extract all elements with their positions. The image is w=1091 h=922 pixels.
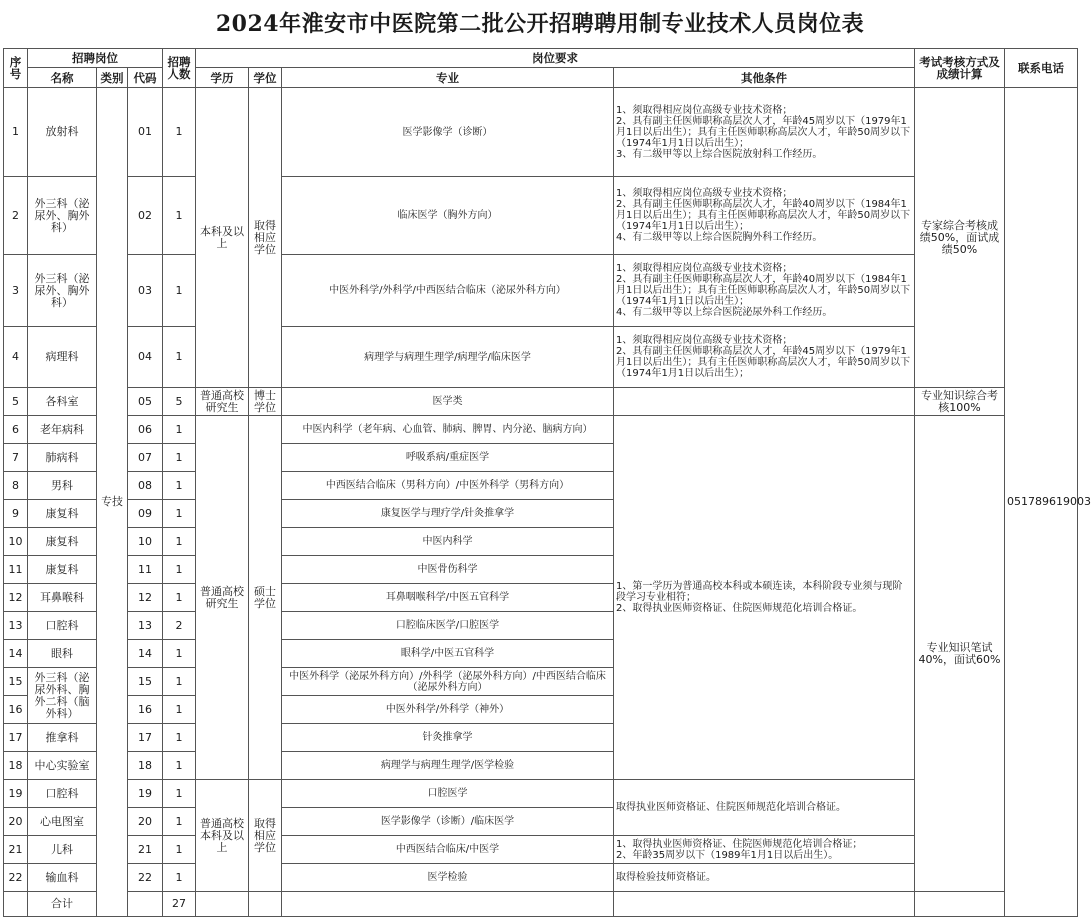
cell-count: 1 bbox=[163, 780, 196, 808]
cell-seq: 2 bbox=[4, 177, 28, 255]
cell-code: 12 bbox=[128, 584, 163, 612]
cell-name: 外三科（泌尿外、胸外科） bbox=[28, 255, 97, 327]
cell-name: 心电图室 bbox=[28, 808, 97, 836]
cell-major: 中医内科学（老年病、心血管、肺病、脾胃、内分泌、脑病方向） bbox=[282, 416, 614, 444]
cell-major: 中西医结合临床（男科方向）/中医外科学（男科方向） bbox=[282, 472, 614, 500]
cell-seq: 4 bbox=[4, 327, 28, 388]
cell-seq: 18 bbox=[4, 752, 28, 780]
cell-seq: 10 bbox=[4, 528, 28, 556]
cell-code: 11 bbox=[128, 556, 163, 584]
header-position-group: 招聘岗位 bbox=[28, 49, 163, 68]
cell-major: 康复医学与理疗学/针灸推拿学 bbox=[282, 500, 614, 528]
cell-exam: 专家综合考核成绩50%，面试成绩50% bbox=[915, 88, 1005, 388]
cell-other: 1、取得执业医师资格证、住院医师规范化培训合格证； 2、年龄35周岁以下（1989年1月1日以后出生）。 bbox=[614, 836, 915, 864]
cell-code: 19 bbox=[128, 780, 163, 808]
cell-major: 医学检验 bbox=[282, 864, 614, 892]
header-other: 其他条件 bbox=[614, 68, 915, 88]
cell-code: 07 bbox=[128, 444, 163, 472]
cell-major: 中医内科学 bbox=[282, 528, 614, 556]
total-code-empty bbox=[128, 892, 163, 917]
cell-code: 03 bbox=[128, 255, 163, 327]
cell-seq: 6 bbox=[4, 416, 28, 444]
cell-code: 06 bbox=[128, 416, 163, 444]
cell-other: 1、须取得相应岗位高级专业技术资格； 2、具有副主任医师职称高层次人才，年龄40周岁以下（1984年1月1日以后出生）；具有主任医师职称高层次人才，年龄50周岁以下（1974年1月1日以后出生）； 4、有二级甲等以上综合医院泌尿外科工作经历。 bbox=[614, 255, 915, 327]
cell-phone: 051789619003 bbox=[1005, 88, 1078, 917]
cell-name: 放射科 bbox=[28, 88, 97, 177]
total-row bbox=[4, 892, 1078, 917]
cell-code: 09 bbox=[128, 500, 163, 528]
total-degree-empty bbox=[249, 892, 282, 917]
header-exam: 考试考核方式及成绩计算 bbox=[915, 49, 1005, 88]
cell-major: 针灸推拿学 bbox=[282, 724, 614, 752]
total-exam-empty bbox=[915, 892, 1005, 917]
cell-seq: 20 bbox=[4, 808, 28, 836]
positions-table bbox=[3, 48, 1091, 917]
cell-major: 医学影像学（诊断） bbox=[282, 88, 614, 177]
cell-education: 普通高校本科及以上 bbox=[196, 780, 249, 892]
cell-code: 04 bbox=[128, 327, 163, 388]
cell-major: 病理学与病理生理学/病理学/临床医学 bbox=[282, 327, 614, 388]
total-seq-empty bbox=[4, 892, 28, 917]
cell-seq: 5 bbox=[4, 388, 28, 416]
header-phone: 联系电话 bbox=[1005, 49, 1078, 88]
header-category: 类别 bbox=[97, 68, 128, 88]
table-row bbox=[4, 416, 1078, 444]
cell-education: 普通高校研究生 bbox=[196, 416, 249, 780]
cell-name: 各科室 bbox=[28, 388, 97, 416]
cell-name: 外三科（泌尿外科、胸外二科（脑外科） bbox=[28, 668, 97, 724]
cell-seq: 9 bbox=[4, 500, 28, 528]
cell-major: 中医外科学/外科学/中西医结合临床（泌尿外科方向） bbox=[282, 255, 614, 327]
cell-major: 中医外科学/外科学（神外） bbox=[282, 696, 614, 724]
cell-count: 1 bbox=[163, 528, 196, 556]
cell-name: 肺病科 bbox=[28, 444, 97, 472]
cell-code: 18 bbox=[128, 752, 163, 780]
cell-name: 外三科（泌尿外、胸外科） bbox=[28, 177, 97, 255]
cell-major: 眼科学/中医五官科学 bbox=[282, 640, 614, 668]
cell-count: 1 bbox=[163, 255, 196, 327]
cell-count: 5 bbox=[163, 388, 196, 416]
cell-code: 01 bbox=[128, 88, 163, 177]
cell-name: 口腔科 bbox=[28, 612, 97, 640]
header-education: 学历 bbox=[196, 68, 249, 88]
cell-code: 16 bbox=[128, 696, 163, 724]
cell-count: 1 bbox=[163, 556, 196, 584]
total-other-empty bbox=[614, 892, 915, 917]
cell-name: 推拿科 bbox=[28, 724, 97, 752]
cell-seq: 15 bbox=[4, 668, 28, 696]
cell-count: 1 bbox=[163, 668, 196, 696]
cell-count: 1 bbox=[163, 584, 196, 612]
header-seq: 序号 bbox=[4, 49, 28, 88]
cell-count: 1 bbox=[163, 836, 196, 864]
cell-count: 1 bbox=[163, 808, 196, 836]
cell-seq: 17 bbox=[4, 724, 28, 752]
cell-major: 呼吸系病/重症医学 bbox=[282, 444, 614, 472]
cell-code: 20 bbox=[128, 808, 163, 836]
header-major: 专业 bbox=[282, 68, 614, 88]
cell-degree: 取得相应学位 bbox=[249, 88, 282, 388]
cell-name: 康复科 bbox=[28, 500, 97, 528]
cell-major: 临床医学（胸外方向） bbox=[282, 177, 614, 255]
cell-seq: 14 bbox=[4, 640, 28, 668]
header-code: 代码 bbox=[128, 68, 163, 88]
total-label: 合计 bbox=[28, 892, 97, 917]
cell-major: 耳鼻咽喉科学/中医五官科学 bbox=[282, 584, 614, 612]
cell-name: 输血科 bbox=[28, 864, 97, 892]
table-row bbox=[4, 88, 1078, 177]
cell-major: 医学影像学（诊断）/临床医学 bbox=[282, 808, 614, 836]
cell-name: 中心实验室 bbox=[28, 752, 97, 780]
cell-other bbox=[614, 388, 915, 416]
cell-count: 1 bbox=[163, 500, 196, 528]
cell-count: 1 bbox=[163, 88, 196, 177]
cell-major: 中医外科学（泌尿外科方向）/外科学（泌尿外科方向）/中西医结合临床（泌尿外科方向） bbox=[282, 668, 614, 696]
cell-major: 医学类 bbox=[282, 388, 614, 416]
cell-count: 2 bbox=[163, 612, 196, 640]
header-row-1 bbox=[4, 49, 1078, 68]
total-major-empty bbox=[282, 892, 614, 917]
cell-seq: 16 bbox=[4, 696, 28, 724]
cell-code: 22 bbox=[128, 864, 163, 892]
cell-seq: 1 bbox=[4, 88, 28, 177]
header-name: 名称 bbox=[28, 68, 97, 88]
header-count: 招聘人数 bbox=[163, 49, 196, 88]
cell-code: 02 bbox=[128, 177, 163, 255]
cell-name: 口腔科 bbox=[28, 780, 97, 808]
cell-other: 1、须取得相应岗位高级专业技术资格； 2、具有副主任医师职称高层次人才，年龄45周岁以下（1979年1月1日以后出生）；具有主任医师职称高层次人才，年龄50周岁以下（1974年1月1日以后出生）； bbox=[614, 327, 915, 388]
cell-major: 口腔临床医学/口腔医学 bbox=[282, 612, 614, 640]
cell-major: 病理学与病理生理学/医学检验 bbox=[282, 752, 614, 780]
cell-exam: 专业知识综合考核100% bbox=[915, 388, 1005, 416]
cell-major: 中医骨伤科学 bbox=[282, 556, 614, 584]
cell-count: 1 bbox=[163, 416, 196, 444]
cell-seq: 22 bbox=[4, 864, 28, 892]
cell-count: 1 bbox=[163, 752, 196, 780]
cell-other: 1、须取得相应岗位高级专业技术资格； 2、具有副主任医师职称高层次人才，年龄45周岁以下（1979年1月1日以后出生）；具有主任医师职称高层次人才，年龄50周岁以下（1974年1月1日以后出生）； 3、有二级甲等以上综合医院放射科工作经历。 bbox=[614, 88, 915, 177]
cell-code: 14 bbox=[128, 640, 163, 668]
cell-seq: 21 bbox=[4, 836, 28, 864]
cell-name: 儿科 bbox=[28, 836, 97, 864]
cell-degree: 博士学位 bbox=[249, 388, 282, 416]
cell-name: 眼科 bbox=[28, 640, 97, 668]
cell-code: 13 bbox=[128, 612, 163, 640]
cell-code: 05 bbox=[128, 388, 163, 416]
cell-seq: 11 bbox=[4, 556, 28, 584]
cell-major: 口腔医学 bbox=[282, 780, 614, 808]
cell-name: 老年病科 bbox=[28, 416, 97, 444]
page-title: 2024年淮安市中医院第二批公开招聘聘用制专业技术人员岗位表 bbox=[215, 11, 865, 37]
cell-count: 1 bbox=[163, 640, 196, 668]
cell-name: 耳鼻喉科 bbox=[28, 584, 97, 612]
cell-seq: 13 bbox=[4, 612, 28, 640]
cell-count: 1 bbox=[163, 177, 196, 255]
cell-seq: 7 bbox=[4, 444, 28, 472]
cell-count: 1 bbox=[163, 444, 196, 472]
cell-count: 1 bbox=[163, 724, 196, 752]
table-row bbox=[4, 388, 1078, 416]
cell-count: 1 bbox=[163, 864, 196, 892]
cell-education: 普通高校研究生 bbox=[196, 388, 249, 416]
header-degree: 学位 bbox=[249, 68, 282, 88]
cell-degree: 取得相应学位 bbox=[249, 780, 282, 892]
total-count: 27 bbox=[163, 892, 196, 917]
cell-count: 1 bbox=[163, 472, 196, 500]
cell-other: 1、第一学历为普通高校本科或本硕连读，本科阶段专业须与现阶段学习专业相符； 2、取得执业医师资格证、住院医师规范化培训合格证。 bbox=[614, 416, 915, 780]
cell-name: 男科 bbox=[28, 472, 97, 500]
cell-name: 康复科 bbox=[28, 528, 97, 556]
cell-name: 康复科 bbox=[28, 556, 97, 584]
cell-code: 15 bbox=[128, 668, 163, 696]
cell-other: 取得执业医师资格证、住院医师规范化培训合格证。 bbox=[614, 780, 915, 836]
cell-name: 病理科 bbox=[28, 327, 97, 388]
total-education-empty bbox=[196, 892, 249, 917]
cell-count: 1 bbox=[163, 327, 196, 388]
cell-degree: 硕士学位 bbox=[249, 416, 282, 780]
cell-other: 1、须取得相应岗位高级专业技术资格； 2、具有副主任医师职称高层次人才，年龄40周岁以下（1984年1月1日以后出生）；具有主任医师职称高层次人才，年龄50周岁以下（1974年1月1日以后出生）； 4、有二级甲等以上综合医院胸外科工作经历。 bbox=[614, 177, 915, 255]
cell-code: 21 bbox=[128, 836, 163, 864]
cell-count: 1 bbox=[163, 696, 196, 724]
cell-code: 17 bbox=[128, 724, 163, 752]
cell-code: 10 bbox=[128, 528, 163, 556]
cell-seq: 12 bbox=[4, 584, 28, 612]
cell-education: 本科及以上 bbox=[196, 88, 249, 388]
cell-exam: 专业知识笔试40%，面试60% bbox=[915, 416, 1005, 892]
cell-seq: 8 bbox=[4, 472, 28, 500]
cell-code: 08 bbox=[128, 472, 163, 500]
cell-category: 专技 bbox=[97, 88, 128, 917]
cell-other: 取得检验技师资格证。 bbox=[614, 864, 915, 892]
header-requirements: 岗位要求 bbox=[196, 49, 915, 68]
cell-major: 中西医结合临床/中医学 bbox=[282, 836, 614, 864]
cell-seq: 19 bbox=[4, 780, 28, 808]
cell-seq: 3 bbox=[4, 255, 28, 327]
